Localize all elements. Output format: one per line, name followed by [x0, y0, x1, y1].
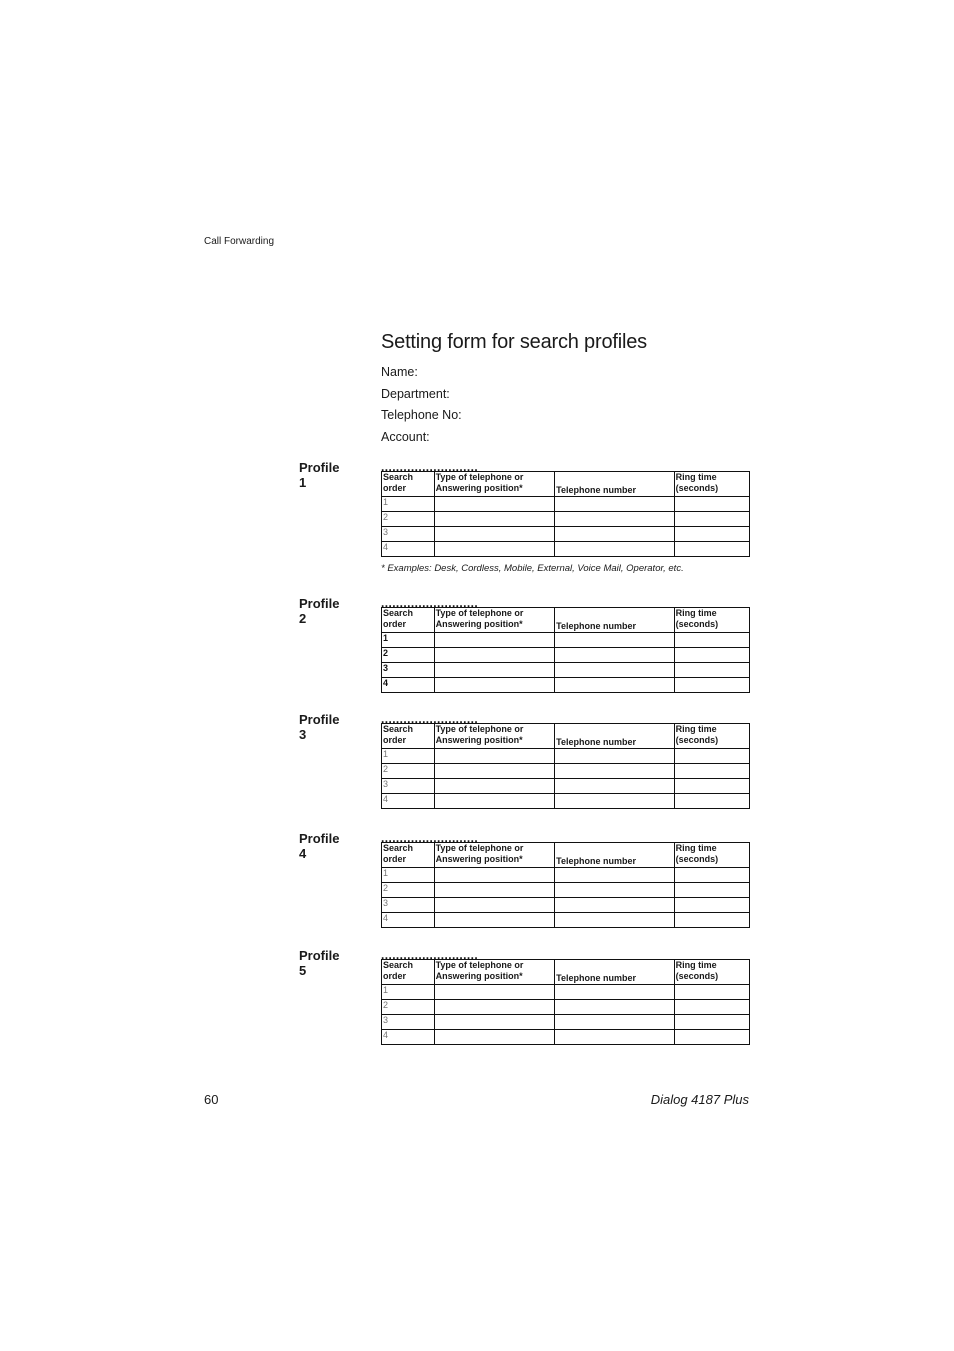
type-cell[interactable] — [434, 678, 555, 693]
type-header: Type of telephone or Answering position* — [434, 960, 555, 985]
ring-time-header: Ring time (seconds) — [674, 960, 749, 985]
name-field-label: Name: — [381, 365, 418, 379]
table-row — [382, 898, 750, 913]
page-number: 60 — [204, 1092, 219, 1107]
telephone-number-cell[interactable] — [555, 898, 675, 913]
type-cell[interactable] — [434, 868, 555, 883]
search-order-cell: 4 — [382, 1030, 435, 1045]
search-order-cell: 2 — [382, 648, 435, 663]
table-row — [382, 633, 750, 648]
search-order-cell: 3 — [382, 898, 435, 913]
table-row — [382, 678, 750, 693]
type-cell[interactable] — [434, 883, 555, 898]
telephone-number-header: Telephone number — [555, 843, 675, 868]
table-row — [382, 527, 750, 542]
ring-time-cell[interactable] — [674, 648, 749, 663]
telephone-number-cell[interactable] — [555, 512, 675, 527]
type-header: Type of telephone or Answering position* — [434, 843, 555, 868]
type-cell[interactable] — [434, 749, 555, 764]
table-row — [382, 663, 750, 678]
type-cell[interactable] — [434, 1030, 555, 1045]
telephone-number-header: Telephone number — [555, 724, 675, 749]
ring-time-cell[interactable] — [674, 1015, 749, 1030]
table-row — [382, 1000, 750, 1015]
type-cell[interactable] — [434, 633, 555, 648]
table-row — [382, 883, 750, 898]
table-header-row — [382, 724, 750, 749]
table-row — [382, 749, 750, 764]
profile-name-line[interactable]: .......................... — [381, 712, 479, 726]
search-order-cell: 4 — [382, 542, 435, 557]
ring-time-cell[interactable] — [674, 633, 749, 648]
ring-time-cell[interactable] — [674, 794, 749, 809]
table-row — [382, 913, 750, 928]
ring-time-cell[interactable] — [674, 779, 749, 794]
telephone-number-cell[interactable] — [555, 663, 675, 678]
search-order-cell: 4 — [382, 678, 435, 693]
ring-time-header: Ring time (seconds) — [674, 608, 749, 633]
telephone-number-header: Telephone number — [555, 472, 675, 497]
table-header-row — [382, 843, 750, 868]
search-order-cell: 3 — [382, 1015, 435, 1030]
table-row — [382, 648, 750, 663]
telephone-number-header: Telephone number — [555, 608, 675, 633]
table-row — [382, 764, 750, 779]
table-row — [382, 1015, 750, 1030]
product-name: Dialog 4187 Plus — [650, 1092, 749, 1107]
search-order-header: Search order — [382, 724, 435, 749]
profile-name-line[interactable]: .......................... — [381, 831, 479, 845]
profile-label: Profile 4 — [299, 831, 340, 861]
search-order-cell: 1 — [382, 985, 435, 1000]
profile-table — [381, 959, 750, 1045]
table-header-row — [382, 608, 750, 633]
type-cell[interactable] — [434, 1015, 555, 1030]
ring-time-cell[interactable] — [674, 512, 749, 527]
telephone-number-cell[interactable] — [555, 1015, 675, 1030]
profile-name-line[interactable]: .......................... — [381, 460, 479, 474]
search-order-cell: 3 — [382, 663, 435, 678]
telephone-number-cell[interactable] — [555, 985, 675, 1000]
search-order-header: Search order — [382, 960, 435, 985]
table-row — [382, 512, 750, 527]
type-header: Type of telephone or Answering position* — [434, 472, 555, 497]
table-row — [382, 794, 750, 809]
search-order-cell: 4 — [382, 794, 435, 809]
search-order-header: Search order — [382, 843, 435, 868]
profile-table — [381, 842, 750, 928]
ring-time-cell[interactable] — [674, 898, 749, 913]
ring-time-cell[interactable] — [674, 913, 749, 928]
type-cell[interactable] — [434, 764, 555, 779]
table-row — [382, 779, 750, 794]
type-cell[interactable] — [434, 527, 555, 542]
search-order-cell: 2 — [382, 512, 435, 527]
telephone-number-cell[interactable] — [555, 883, 675, 898]
telephone-number-cell[interactable] — [555, 868, 675, 883]
telephone-number-cell[interactable] — [555, 527, 675, 542]
telephone-number-cell[interactable] — [555, 1030, 675, 1045]
ring-time-cell[interactable] — [674, 1000, 749, 1015]
ring-time-header: Ring time (seconds) — [674, 472, 749, 497]
ring-time-cell[interactable] — [674, 678, 749, 693]
table-row — [382, 985, 750, 1000]
telephone-number-cell[interactable] — [555, 779, 675, 794]
ring-time-cell[interactable] — [674, 542, 749, 557]
ring-time-cell[interactable] — [674, 1030, 749, 1045]
ring-time-cell[interactable] — [674, 764, 749, 779]
profile-name-line[interactable]: .......................... — [381, 948, 479, 962]
profile-label: Profile 3 — [299, 712, 340, 742]
telephone-number-cell[interactable] — [555, 497, 675, 512]
type-cell[interactable] — [434, 497, 555, 512]
personal-details — [381, 365, 462, 452]
telephone-number-cell[interactable] — [555, 542, 675, 557]
footnote: * Examples: Desk, Cordless, Mobile, External, Voice Mail, Operator, etc. — [381, 563, 684, 574]
telephone-number-cell[interactable] — [555, 633, 675, 648]
table-header-row — [382, 960, 750, 985]
type-header: Type of telephone or Answering position* — [434, 724, 555, 749]
search-order-cell: 1 — [382, 633, 435, 648]
table-row — [382, 868, 750, 883]
type-cell[interactable] — [434, 1000, 555, 1015]
ring-time-cell[interactable] — [674, 497, 749, 512]
profile-label: Profile 1 — [299, 460, 340, 490]
profile-table — [381, 471, 750, 557]
type-cell[interactable] — [434, 512, 555, 527]
telephone-number-header: Telephone number — [555, 960, 675, 985]
profile-table — [381, 607, 750, 693]
profile-label: Profile 5 — [299, 948, 340, 978]
type-cell[interactable] — [434, 648, 555, 663]
telephone-number-cell[interactable] — [555, 913, 675, 928]
search-order-header: Search order — [382, 472, 435, 497]
running-head: Call Forwarding — [204, 236, 275, 247]
type-cell[interactable] — [434, 985, 555, 1000]
type-cell[interactable] — [434, 898, 555, 913]
search-order-cell: 3 — [382, 779, 435, 794]
search-order-cell: 3 — [382, 527, 435, 542]
table-row — [382, 1030, 750, 1045]
type-cell[interactable] — [434, 794, 555, 809]
page-title: Setting form for search profiles — [381, 331, 647, 353]
telephone-number-cell[interactable] — [555, 794, 675, 809]
department-field-label: Department: — [381, 386, 450, 401]
account-field-label: Account: — [381, 430, 430, 445]
telephone-number-cell[interactable] — [555, 764, 675, 779]
search-order-cell: 2 — [382, 883, 435, 898]
ring-time-header: Ring time (seconds) — [674, 843, 749, 868]
ring-time-header: Ring time (seconds) — [674, 724, 749, 749]
ring-time-cell[interactable] — [674, 527, 749, 542]
ring-time-cell[interactable] — [674, 868, 749, 883]
search-order-cell: 1 — [382, 868, 435, 883]
table-row — [382, 497, 750, 512]
search-order-cell: 4 — [382, 913, 435, 928]
type-cell[interactable] — [434, 542, 555, 557]
type-cell[interactable] — [434, 779, 555, 794]
ring-time-cell[interactable] — [674, 985, 749, 1000]
search-order-cell: 2 — [382, 1000, 435, 1015]
type-cell[interactable] — [434, 913, 555, 928]
search-order-cell: 2 — [382, 764, 435, 779]
telephone-number-cell[interactable] — [555, 749, 675, 764]
telephone-number-cell[interactable] — [555, 1000, 675, 1015]
telephone-no-field-label: Telephone No: — [381, 408, 462, 423]
search-order-cell: 1 — [382, 749, 435, 764]
type-header: Type of telephone or Answering position* — [434, 608, 555, 633]
table-row — [382, 542, 750, 557]
ring-time-cell[interactable] — [674, 663, 749, 678]
type-cell[interactable] — [434, 663, 555, 678]
ring-time-cell[interactable] — [674, 749, 749, 764]
ring-time-cell[interactable] — [674, 883, 749, 898]
profile-table — [381, 723, 750, 809]
telephone-number-cell[interactable] — [555, 648, 675, 663]
profile-name-line[interactable]: .......................... — [381, 596, 479, 610]
table-header-row — [382, 472, 750, 497]
search-order-cell: 1 — [382, 497, 435, 512]
search-order-header: Search order — [382, 608, 435, 633]
profile-label: Profile 2 — [299, 596, 340, 626]
telephone-number-cell[interactable] — [555, 678, 675, 693]
